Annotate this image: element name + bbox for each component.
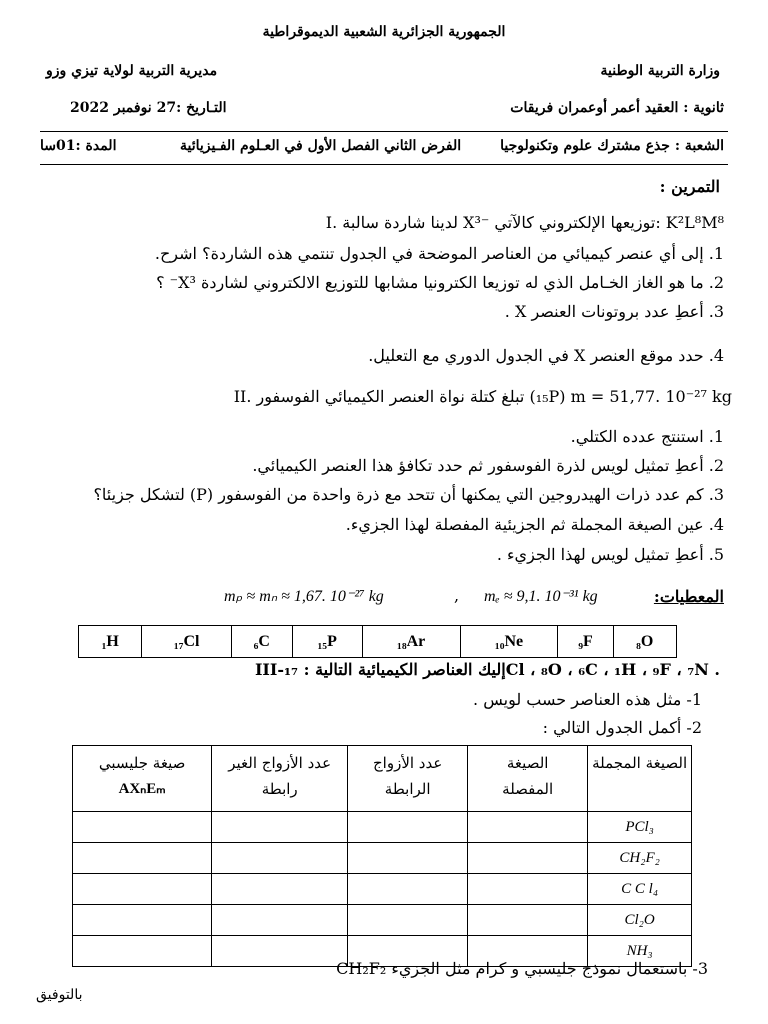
republic-title: الجمهورية الجزائرية الشعبية الديموقراطية — [262, 24, 506, 40]
empty-answer-cell[interactable] — [348, 843, 468, 874]
empty-answer-cell[interactable] — [348, 905, 468, 936]
empty-answer-cell[interactable] — [468, 874, 588, 905]
empty-answer-cell[interactable] — [468, 843, 588, 874]
given-mass-electron: mₑ ≈ 9,1. 10⁻³¹ kg — [484, 588, 598, 605]
header-nonbonding-line2: رابطة — [261, 780, 298, 798]
element-cell: ₉F — [558, 626, 613, 658]
given-label: المعطيات: — [653, 587, 724, 606]
part2-question-2: 2. أعطِ تمثيل لويس لذرة الفوسفور ثم حدد تكافؤ هذا العنصر الكيميائي. — [252, 456, 724, 475]
header-bonding-line2: الرابطة — [384, 780, 431, 798]
stream-label: الشعبة : جذع مشترك علوم وتكنولوجيا — [500, 138, 724, 154]
element-cell: ₁₈Ar — [362, 626, 460, 658]
table-row — [73, 874, 692, 905]
empty-answer-cell[interactable] — [73, 843, 212, 874]
part3-question-1: 1- مثل هذه العناصر حسب لويس . — [473, 690, 702, 709]
header-nonbonding-pairs — [212, 746, 348, 812]
molecule-formula-cell: C C l₄ — [588, 874, 692, 905]
empty-answer-cell[interactable] — [212, 812, 348, 843]
part1-question-1: 1. إلى أي عنصر كيميائي من العناصر الموضحة في الجدول تنتمي هذه الشاردة؟ اشرح. — [154, 244, 724, 263]
part3-question-2: 2- أكمل الجدول التالي : — [542, 718, 702, 737]
header-raw-formula — [588, 746, 692, 812]
completion-table-body — [73, 812, 692, 967]
elements-row — [79, 626, 677, 658]
header-bonding-line1: عدد الأزواج — [372, 754, 443, 772]
part3-question-3: 3- باستعمال نموذج جليسبي و كرام مثل الجزيء CH₂F₂ — [336, 959, 708, 978]
element-cell: ₈O — [613, 626, 677, 658]
header-top-rule — [40, 131, 728, 132]
element-cell: ₆C — [231, 626, 292, 658]
ministry-label: وزارة التربية الوطنية — [600, 63, 720, 79]
given-separator: , — [454, 586, 460, 605]
table-row — [73, 812, 692, 843]
completion-table — [72, 745, 692, 967]
part2-intro: II. تبلغ كتلة نواة العنصر الكيميائي الفوسفور (₁₅P) m = 51,77. 10⁻²⁷ kg — [233, 387, 732, 406]
header-detailed-line1: الصيغة — [506, 754, 549, 772]
empty-answer-cell[interactable] — [348, 812, 468, 843]
header-raw-line1: الصيغة المجملة — [592, 754, 688, 772]
empty-answer-cell[interactable] — [73, 905, 212, 936]
element-cell: ₁₅P — [292, 626, 362, 658]
header-detailed-formula — [468, 746, 588, 812]
part1-question-2: 2. ما هو الغاز الخـامل الذي له توزيعا الكترونيا مشابها للتوزيع الالكتروني لشاردة X³⁻ ؟ — [156, 273, 724, 292]
completion-table-header — [73, 746, 692, 812]
header-bottom-rule — [40, 164, 728, 165]
empty-answer-cell[interactable] — [348, 874, 468, 905]
part2-question-5: 5. أعطِ تمثيل لويس لهذا الجزيء . — [496, 545, 724, 564]
empty-answer-cell[interactable] — [73, 812, 212, 843]
part2-question-3: 3. كم عدد ذرات الهيدروجين التي يمكنها أن تتحد مع ذرة واحدة من الفوسفور (P) لتشكل جزيئا؟ — [93, 485, 724, 504]
closing-text: بالتوفيق — [36, 987, 83, 1003]
element-cell: ₁₀Ne — [460, 626, 558, 658]
part3-intro: III-إليك العناصر الكيميائية التالية : ₁₇Cl ، ₈O ، ₆C ، ₁H ، ₉F ، ₇N . — [254, 660, 720, 679]
empty-answer-cell[interactable] — [212, 843, 348, 874]
element-cell: ₁₇Cl — [142, 626, 232, 658]
part2-question-1: 1. استنتج عدده الكتلي. — [570, 427, 724, 446]
part1-question-3: 3. أعطِ عدد بروتونات العنصر X . — [504, 302, 724, 321]
header-gillespie-line2: AXₙEₘ — [118, 781, 166, 797]
duration-label: المدة :01سا — [40, 138, 117, 154]
school-label: ثانوية : العقيد أعمر أوعمران فريقات — [510, 100, 724, 116]
table-row — [73, 843, 692, 874]
header-nonbonding-line1: عدد الأزواج الغير — [228, 754, 332, 772]
part2-question-4: 4. عين الصيغة المجملة ثم الجزيئية المفصلة لهذا الجزيء. — [345, 515, 724, 534]
part1-intro: I. لدينا شاردة سالبة X³⁻ توزيعها الإلكتروني كالآتي: K²L⁸M⁸ — [325, 213, 724, 232]
header-gillespie — [73, 746, 212, 812]
empty-answer-cell[interactable] — [73, 936, 212, 967]
empty-answer-cell[interactable] — [468, 905, 588, 936]
header-bonding-pairs — [348, 746, 468, 812]
directorate-label: مديرية التربية لولاية تيزي وزو — [46, 63, 218, 79]
part1-question-4: 4. حدد موقع العنصر X في الجدول الدوري مع التعليل. — [368, 346, 724, 365]
empty-answer-cell[interactable] — [212, 874, 348, 905]
empty-answer-cell[interactable] — [73, 874, 212, 905]
exercise-title: التمرين : — [659, 177, 720, 196]
header-gillespie-line1: صيغة جليسبي — [98, 754, 186, 772]
molecule-formula-cell: CH₂F₂ — [588, 843, 692, 874]
elements-table — [78, 625, 677, 658]
table-row — [73, 905, 692, 936]
empty-answer-cell[interactable] — [468, 812, 588, 843]
molecule-formula-cell: Cl₂O — [588, 905, 692, 936]
exam-title: الفرض الثاني الفصل الأول في العـلوم الفـيزيائية — [180, 138, 462, 154]
empty-answer-cell[interactable] — [212, 936, 348, 967]
molecule-formula-cell: NH₃ — [588, 936, 692, 967]
date-label: التـاريخ :27 نوفمبر 2022 — [70, 100, 227, 116]
element-cell: ₁H — [79, 626, 142, 658]
empty-answer-cell[interactable] — [212, 905, 348, 936]
header-detailed-line2: المفصلة — [502, 780, 554, 798]
molecule-formula-cell: PCl₃ — [588, 812, 692, 843]
given-mass-proton-neutron: mₚ ≈ mₙ ≈ 1,67. 10⁻²⁷ kg — [224, 588, 384, 605]
